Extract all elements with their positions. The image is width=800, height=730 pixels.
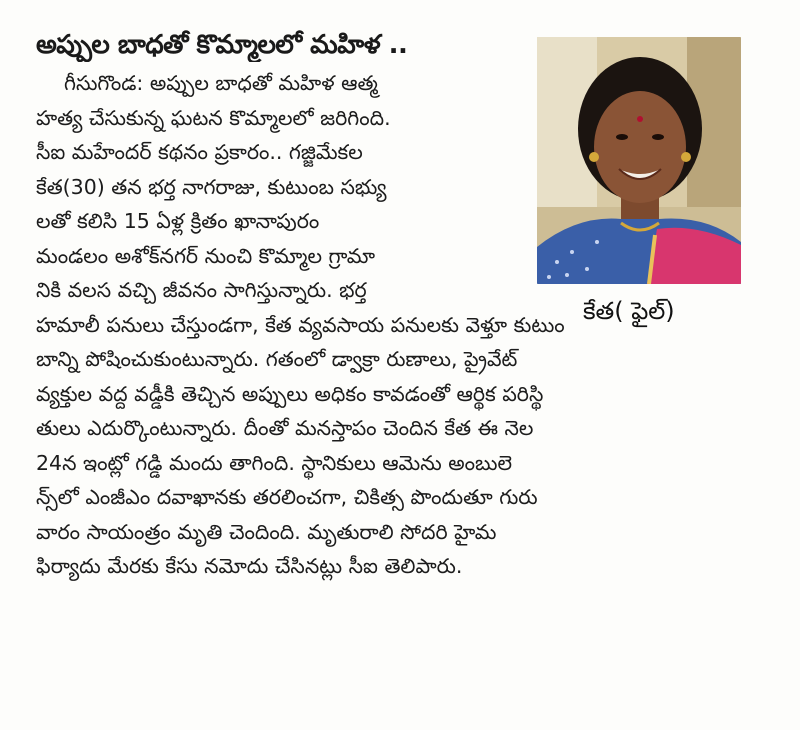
body-line: లతో కలిసి 15 ఏళ్ల క్రితం ఖానాపురం bbox=[36, 209, 320, 233]
photo-caption: కేత( ఫైల్) bbox=[583, 297, 675, 325]
body-line: బాన్ని పోషించుకుంటున్నారు. గతంలో డ్వాక్రా రుణాలు, ప్రైవేట్ bbox=[36, 347, 518, 371]
body-line: వారం సాయంత్రం మృతి చెందింది. మృతురాలి సోదరి హైమ bbox=[36, 519, 497, 544]
body-line: హమాలీ పనులు చేస్తుండగా, కేత వ్యవసాయ పనులకు వెళ్తూ కుటుం bbox=[36, 312, 565, 337]
body-line: గీసుగొండ: అప్పుల బాధతో మహిళ ఆత్మ bbox=[64, 71, 378, 95]
article-body bbox=[36, 66, 736, 584]
body-line: 24న ఇంట్లో గడ్డి మందు తాగింది. స్థానికులు ఆమెను అంబులె bbox=[36, 450, 513, 475]
body-line: వ్యక్తుల వద్ద వడ్డీకి తెచ్చిన అప్పులు అధికం కావడంతో ఆర్థిక పరిస్థి bbox=[36, 381, 544, 406]
body-line: ఫిర్యాదు మేరకు కేసు నమోదు చేసినట్లు సీఐ తెలిపారు. bbox=[36, 554, 463, 578]
body-line: నికి వలస వచ్చి జీవనం సాగిస్తున్నారు. భర్త bbox=[36, 278, 367, 302]
body-line: తులు ఎదుర్కొంటున్నారు. దీంతో మనస్తాపం చెందిన కేత ఈ నెల bbox=[36, 416, 534, 440]
body-line: మండలం అశోక్‌నగర్ నుంచి కొమ్మాల గ్రామా bbox=[36, 243, 376, 268]
body-line: సీఐ మహేందర్ కథనం ప్రకారం.. గజ్జిమేకల bbox=[36, 140, 363, 164]
previous-headline-cutoff bbox=[40, 0, 620, 6]
body-line: కేత(30) తన భర్త నాగరాజు, కుటుంబ సభ్యు bbox=[36, 174, 387, 199]
article-headline: అప్పుల బాధతో కొమ్మాలలో మహిళ .. bbox=[36, 30, 408, 60]
body-line: హత్య చేసుకున్న ఘటన కొమ్మాలలో జరిగింది. bbox=[36, 105, 391, 130]
body-line: న్స్‌లో ఎంజీఎం దవాఖానకు తరలించగా, చికిత్స పొందుతూ గురు bbox=[36, 485, 538, 509]
